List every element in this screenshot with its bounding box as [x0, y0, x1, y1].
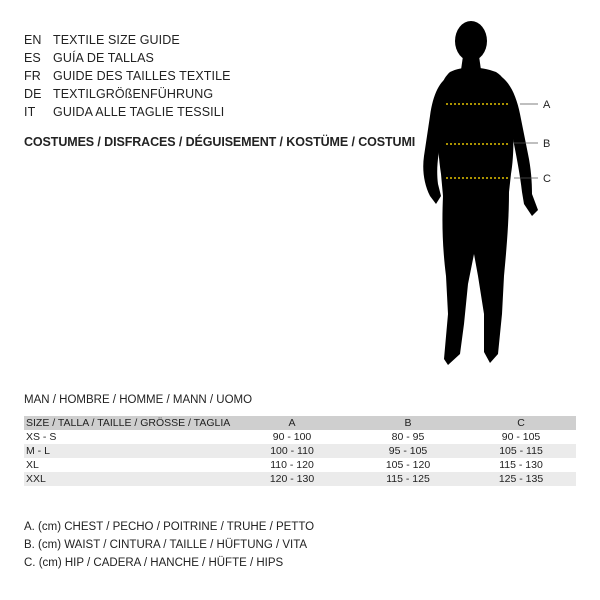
lang-code: DE: [24, 87, 42, 101]
lang-row-fr: [24, 67, 231, 85]
cell-c: 105 - 115: [499, 445, 543, 457]
lang-code: FR: [24, 69, 41, 83]
cell-b: 105 - 120: [385, 459, 431, 471]
lang-row-es: [24, 49, 231, 67]
cell-size: XL: [26, 459, 39, 471]
header-c: C: [517, 417, 525, 429]
body-silhouette-figure: [410, 14, 580, 370]
cell-a: 120 - 130: [269, 473, 315, 485]
lang-row-en: [24, 31, 231, 49]
cell-a: 90 - 100: [272, 431, 312, 443]
legend-chest: A. (cm) CHEST / PECHO / POITRINE / TRUHE / PETTO: [24, 521, 315, 533]
lang-title: TEXTILGRÖßENFÜHRUNG: [53, 87, 214, 101]
lang-code: ES: [24, 51, 41, 65]
measurement-legend: [24, 518, 314, 572]
label-a: A: [543, 99, 551, 111]
table-row: [24, 472, 576, 486]
table-row: [24, 458, 576, 472]
lang-code: IT: [24, 105, 36, 119]
lang-title: TEXTILE SIZE GUIDE: [53, 33, 180, 47]
lang-row-it: [24, 103, 231, 121]
header-size: SIZE / TALLA / TAILLE / GRÖSSE / TAGLIA: [26, 417, 231, 429]
table-row: [24, 430, 576, 444]
cell-size: XS - S: [26, 431, 57, 443]
cell-b: 115 - 125: [386, 473, 430, 485]
header-a: A: [288, 417, 296, 429]
cell-a: 100 - 110: [270, 445, 314, 457]
cell-size: XXL: [26, 473, 46, 485]
cell-c: 125 - 135: [498, 473, 544, 485]
lang-title: GUIDA ALLE TAGLIE TESSILI: [53, 105, 225, 119]
table-header-row: [24, 416, 576, 430]
cell-b: 95 - 105: [388, 445, 428, 457]
lang-title: GUÍA DE TALLAS: [53, 51, 154, 65]
lang-row-de: [24, 85, 231, 103]
label-b: B: [543, 138, 551, 150]
cell-c: 115 - 130: [499, 459, 543, 471]
silhouette: [423, 21, 538, 365]
category-heading: COSTUMES / DISFRACES / DÉGUISEMENT / KOSTÜME / COSTUMI: [24, 135, 416, 149]
cell-size: M - L: [26, 445, 50, 457]
lang-code: EN: [24, 33, 42, 47]
man-heading: MAN / HOMBRE / HOMME / MANN / UOMO: [24, 394, 253, 406]
lang-title: GUIDE DES TAILLES TEXTILE: [53, 69, 231, 83]
cell-b: 80 - 95: [391, 431, 425, 443]
language-title-list: [24, 31, 231, 121]
legend-waist: B. (cm) WAIST / CINTURA / TAILLE / HÜFTUNG / VITA: [24, 539, 308, 551]
size-table: [24, 416, 576, 486]
legend-hip: C. (cm) HIP / CADERA / HANCHE / HÜFTE / HIPS: [24, 557, 284, 569]
header-b: B: [404, 417, 412, 429]
cell-c: 90 - 105: [501, 431, 541, 443]
label-c: C: [543, 173, 551, 185]
cell-a: 110 - 120: [270, 459, 314, 471]
table-row: [24, 444, 576, 458]
